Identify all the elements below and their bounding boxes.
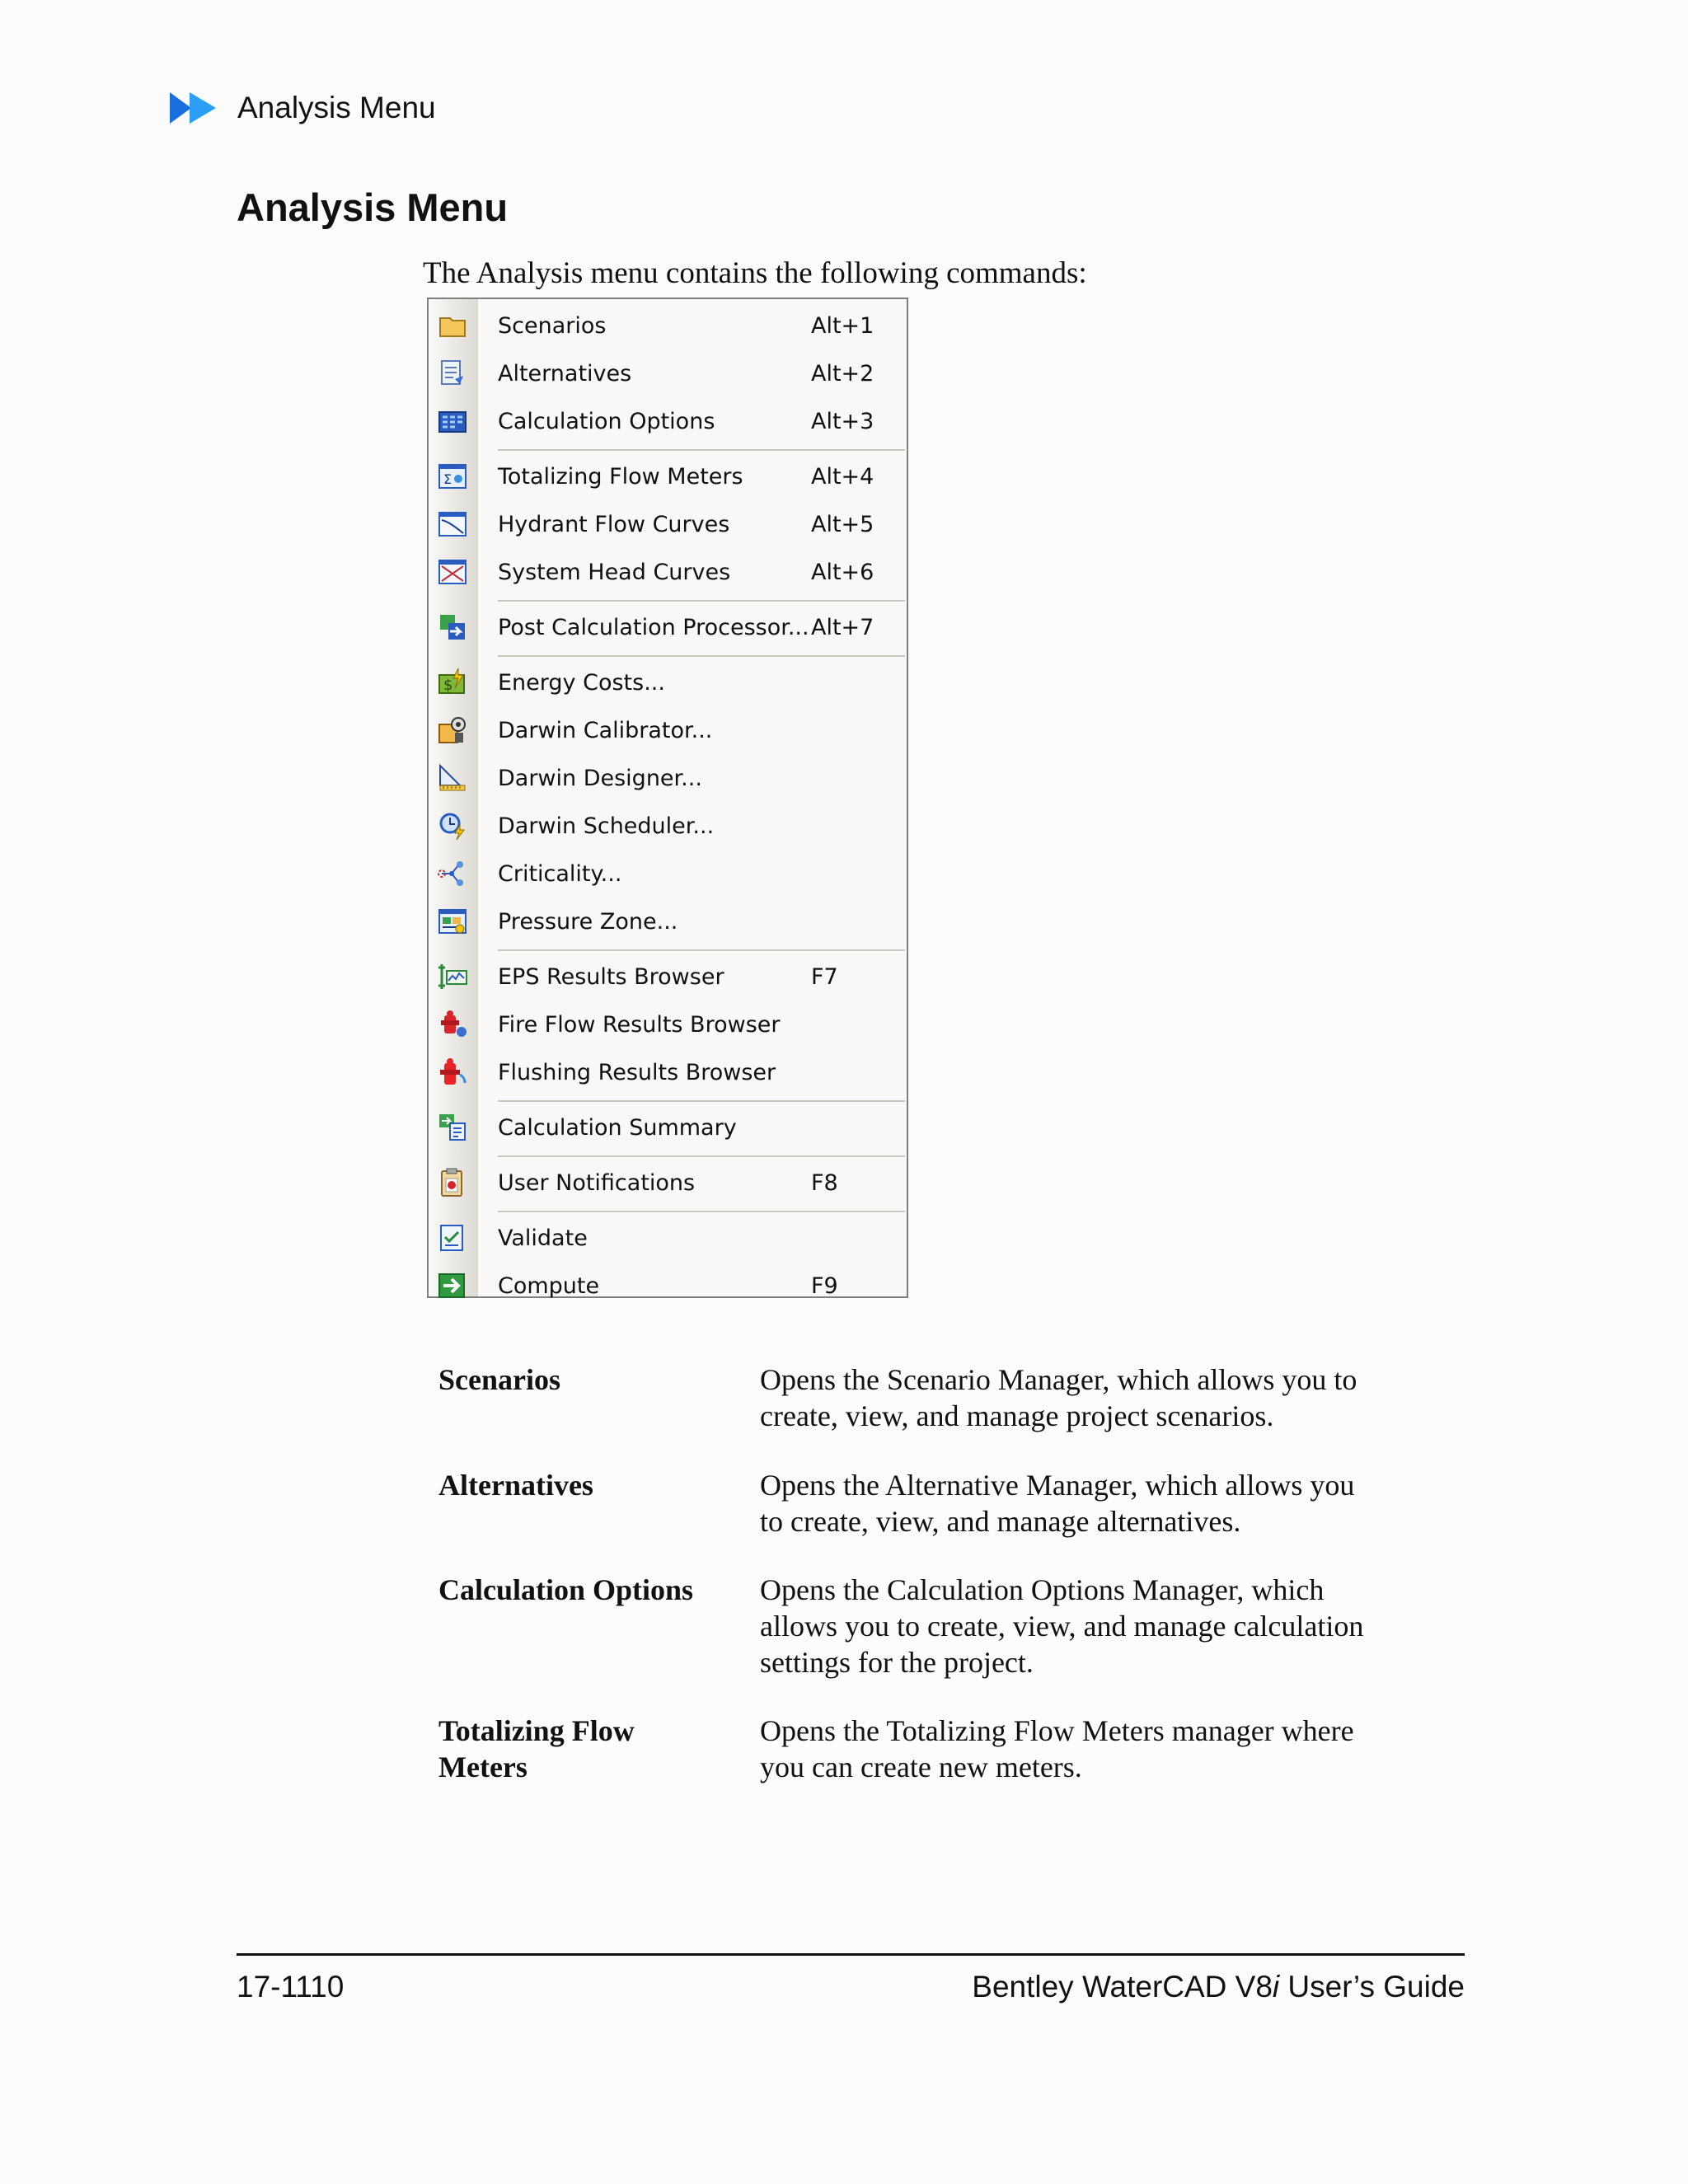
totalizing-flow-meters-icon [437, 461, 468, 492]
calculation-options-icon [437, 405, 468, 437]
description-term: Scenarios [438, 1363, 560, 1396]
eps-results-browser-icon [437, 961, 468, 992]
guide-title [972, 1970, 1465, 2004]
menu-item-shortcut: Alt+6 [811, 559, 874, 585]
menu-item-label: Darwin Scheduler... [498, 813, 715, 839]
footer-rule [237, 1953, 1465, 1956]
menu-item-calculation-options[interactable] [429, 397, 907, 445]
menu-item-totalizing-flow-meters[interactable] [429, 452, 907, 500]
menu-item-calculation-summary[interactable] [429, 1104, 907, 1151]
guide-title-prefix: Bentley WaterCAD V8 [972, 1970, 1273, 2004]
menu-item-label: Calculation Options [498, 408, 715, 434]
page-number: 17-1110 [237, 1970, 345, 2004]
menu-item-post-calculation-processor[interactable] [429, 603, 907, 651]
description-term: Alternatives [438, 1469, 593, 1502]
menu-item-label: Flushing Results Browser [498, 1059, 776, 1085]
menu-item-criticality[interactable] [429, 850, 907, 898]
menu-item-label: EPS Results Browser [498, 963, 724, 990]
menu-item-label: Darwin Calibrator... [498, 717, 713, 743]
menu-item-shortcut: Alt+5 [811, 511, 874, 537]
menu-item-darwin-calibrator[interactable] [429, 706, 907, 754]
menu-item-compute[interactable] [429, 1262, 907, 1310]
menu-item-label: Criticality... [498, 860, 622, 887]
post-calculation-processor-icon [437, 612, 468, 643]
menu-item-scenarios[interactable] [429, 302, 907, 349]
menu-item-label: Energy Costs... [498, 669, 665, 696]
flushing-results-browser-icon [437, 1057, 468, 1088]
menu-item-shortcut: Alt+3 [811, 408, 874, 434]
menu-item-eps-results-browser[interactable] [429, 953, 907, 1001]
menu-item-shortcut: F7 [811, 963, 838, 990]
description-text: Opens the Scenario Manager, which allows you to create, view, and manage project scenarios. [760, 1363, 1357, 1432]
menu-separator [498, 1155, 905, 1158]
validate-icon [437, 1222, 468, 1254]
menu-item-label: Hydrant Flow Curves [498, 511, 730, 537]
menu-item-system-head-curves[interactable] [429, 548, 907, 596]
svg-text:$: $ [443, 677, 453, 694]
menu-item-validate[interactable] [429, 1214, 907, 1262]
menu-item-label: Validate [498, 1225, 588, 1251]
user-notifications-icon [437, 1167, 468, 1198]
compute-icon [437, 1270, 468, 1301]
menu-separator [498, 1211, 905, 1213]
page-title: Analysis Menu [237, 185, 509, 229]
darwin-calibrator-icon [437, 715, 468, 746]
menu-item-pressure-zone[interactable] [429, 898, 907, 945]
running-header [170, 87, 436, 129]
menu-item-flushing-results-browser[interactable] [429, 1048, 907, 1096]
menu-item-label: User Notifications [498, 1169, 696, 1196]
menu-separator [498, 949, 905, 952]
menu-item-label: Post Calculation Processor... [498, 614, 809, 640]
header-section-title: Analysis Menu [237, 91, 436, 124]
menu-item-darwin-designer[interactable] [429, 754, 907, 802]
criticality-icon [437, 858, 468, 889]
energy-costs-icon [437, 667, 468, 698]
darwin-scheduler-icon [437, 810, 468, 841]
menu-item-shortcut: Alt+2 [811, 360, 874, 387]
menu-item-hydrant-flow-curves[interactable] [429, 500, 907, 548]
menu-separator [498, 655, 905, 658]
menu-item-shortcut: Alt+7 [811, 614, 874, 640]
menu-item-shortcut: F9 [811, 1272, 838, 1299]
guide-title-italic: i [1272, 1970, 1280, 2004]
menu-item-label: Pressure Zone... [498, 908, 678, 935]
svg-text:Σ: Σ [443, 471, 452, 487]
fire-flow-results-browser-icon [437, 1009, 468, 1040]
menu-item-label: Alternatives [498, 360, 632, 387]
menu-item-alternatives[interactable] [429, 349, 907, 397]
alternatives-icon [437, 358, 468, 389]
calculation-summary-icon [437, 1112, 468, 1143]
menu-item-label: Scenarios [498, 312, 607, 339]
menu-item-fire-flow-results-browser[interactable] [429, 1001, 907, 1048]
menu-item-darwin-scheduler[interactable] [429, 802, 907, 850]
menu-item-label: Compute [498, 1272, 600, 1299]
menu-separator [498, 1100, 905, 1103]
menu-item-shortcut: Alt+4 [811, 463, 874, 490]
menu-item-label: Calculation Summary [498, 1114, 737, 1141]
menu-item-label: System Head Curves [498, 559, 731, 585]
description-term: Totalizing Flow Meters [438, 1714, 635, 1783]
description-term: Calculation Options [438, 1573, 694, 1606]
menu-separator [498, 600, 905, 602]
guide-title-suffix: User’s Guide [1279, 1970, 1465, 2004]
menu-separator [498, 449, 905, 452]
menu-item-label: Fire Flow Results Browser [498, 1011, 781, 1038]
menu-item-shortcut: F8 [811, 1169, 838, 1196]
darwin-designer-icon [437, 762, 468, 794]
description-text: Opens the Calculation Options Manager, which allows you to create, view, and manage calculation settings for the project. [760, 1573, 1364, 1679]
scenarios-icon [437, 310, 468, 341]
system-head-curves-icon [437, 556, 468, 588]
double-arrow-icon [170, 89, 221, 127]
analysis-menu [427, 298, 908, 1298]
menu-item-user-notifications[interactable] [429, 1159, 907, 1207]
menu-item-energy-costs[interactable] [429, 658, 907, 706]
pressure-zone-icon [437, 906, 468, 937]
hydrant-flow-curves-icon [437, 509, 468, 540]
menu-item-label: Darwin Designer... [498, 765, 702, 791]
menu-item-shortcut: Alt+1 [811, 312, 874, 339]
description-text: Opens the Totalizing Flow Meters manager where you can create new meters. [760, 1714, 1354, 1783]
menu-item-label: Totalizing Flow Meters [498, 463, 743, 490]
description-text: Opens the Alternative Manager, which allows you to create, view, and manage alternatives. [760, 1469, 1355, 1538]
intro-text: The Analysis menu contains the following commands: [423, 256, 1087, 290]
